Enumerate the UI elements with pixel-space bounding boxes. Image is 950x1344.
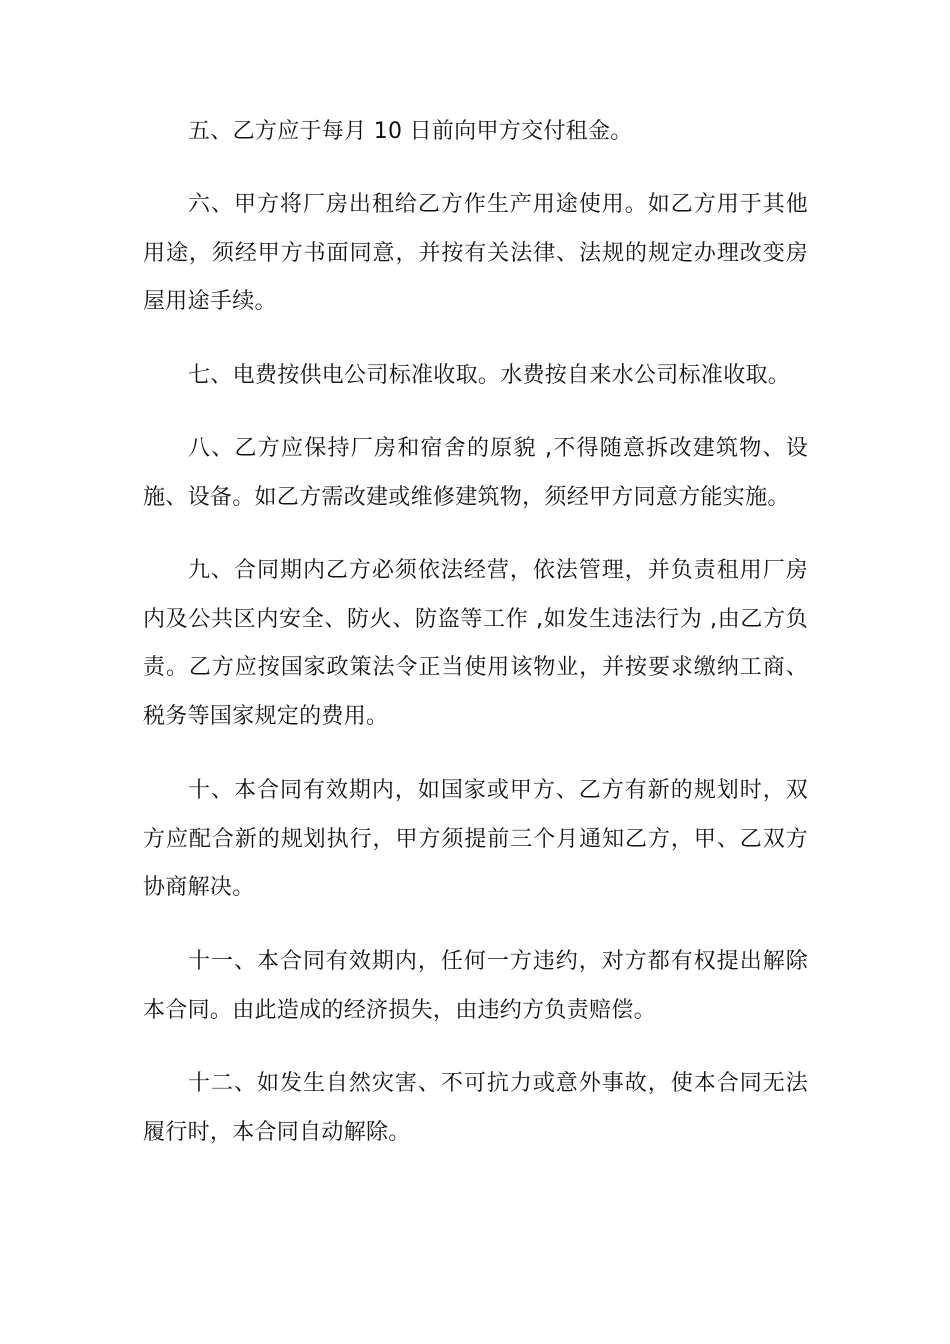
clause-12: 十二、如发生自然灾害、不可抗力或意外事故，使本合同无法履行时，本合同自动解除。 xyxy=(143,1071,808,1145)
clause-9: 九、合同期内乙方必须依法经营，依法管理，并负责租用厂房内及公共区内安全、防火、防盗等工作 ,如发生违法行为 ,由乙方负责。乙方应按国家政策法令正当使用该物业，并按要求缴纳工商、税务等国家规定的费用。 xyxy=(143,558,808,729)
clause-6: 六、甲方将厂房出租给乙方作生产用途使用。如乙方用于其他用途，须经甲方书面同意，并按有关法律、法规的规定办理改变房屋用途手续。 xyxy=(143,192,808,314)
clause-10: 十、本合同有效期内，如国家或甲方、乙方有新的规划时，双方应配合新的规划执行，甲方须提前三个月通知乙方，甲、乙双方协商解决。 xyxy=(143,778,808,900)
clause-5: 五、乙方应于每月 10 日前向甲方交付租金。 xyxy=(188,119,633,144)
clause-11: 十一、本合同有效期内，任何一方违约，对方都有权提出解除本合同。由此造成的经济损失，由违约方负责赔偿。 xyxy=(143,949,808,1023)
clause-8: 八、乙方应保持厂房和宿舍的原貌 ,不得随意拆改建筑物、设施、设备。如乙方需改建或维修建筑物，须经甲方同意方能实施。 xyxy=(143,436,808,510)
clause-7: 七、电费按供电公司标准收取。水费按自来水公司标准收取。 xyxy=(188,363,791,388)
